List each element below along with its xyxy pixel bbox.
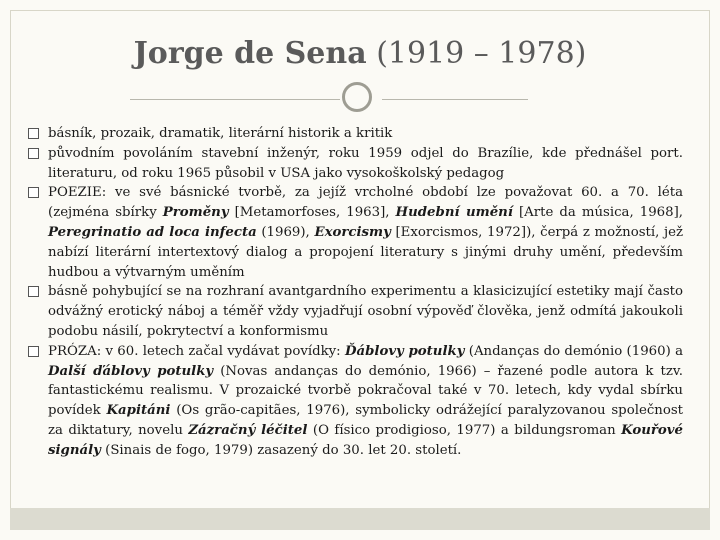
title-name: Jorge de Sena xyxy=(133,36,367,71)
checkbox-bullet-icon xyxy=(28,346,39,357)
item-text: (Sinais de fogo, 1979) zasazený do 30. let 20. století. xyxy=(100,442,462,458)
book-title: Exorcismy xyxy=(314,224,391,240)
bullet-list xyxy=(28,124,683,461)
book-title: Hudební umění xyxy=(395,205,513,221)
book-title: Další ďáblovy potulky xyxy=(48,363,214,379)
checkbox-bullet-icon xyxy=(28,128,39,139)
item-text: (Andanças do demónio (1960) a xyxy=(464,343,683,359)
checkbox-bullet-icon xyxy=(28,148,39,159)
title-divider-left xyxy=(130,99,340,100)
item-text: [Exorcismos, 1972]), čerpá z možností, jež nabízí literární intertextový dialog a propojení literatury s jinými druhy umění, především hudbou a výtvarným uměním xyxy=(48,224,683,280)
item-text: (1969), xyxy=(256,224,315,240)
list-item xyxy=(28,183,683,282)
item-text: (O físico prodigioso, 1977) a bildungsroman xyxy=(307,422,622,438)
book-title: Ďáblovy potulky xyxy=(344,343,465,359)
checkbox-bullet-icon xyxy=(28,187,39,198)
checkbox-bullet-icon xyxy=(28,286,39,297)
list-item xyxy=(28,282,683,341)
book-title: Peregrinatio ad loca infecta xyxy=(48,224,257,240)
list-item xyxy=(28,342,683,461)
list-item xyxy=(28,124,683,144)
item-text: (Novas andanças do demónio, 1966) – řazené podle autora k tzv. fantastickému realismu. V prozaické tvorbě pokračoval také v 70. letech, kdy vydal sbírku povídek xyxy=(48,363,684,419)
book-title: Kapitáni xyxy=(106,403,171,419)
item-text: [Arte da música, 1968], xyxy=(512,205,683,221)
slide-title xyxy=(0,36,720,71)
book-title: Proměny xyxy=(162,205,229,221)
book-title: Zázračný léčitel xyxy=(188,422,308,438)
item-text: původním povoláním stavební inženýr, roku 1959 odjel do Brazílie, kde přednášel port. literaturu, od roku 1965 působil v USA jako vysokoškolský pedagog xyxy=(48,145,683,181)
item-text: (Os grão-capitães, 1976), symbolicky odrážející paralyzovanou společnost za diktatury, novelu xyxy=(48,403,684,438)
item-text: básně pohybující se na rozhraní avantgardního experimentu a klasicizující estetiky mají často odvážný erotický náboj a téměř vždy vyjadřují osobní výpověď člověka, jenž odmítá jakoukoli podobu násilí, pokrytectví a konformismu xyxy=(48,284,683,339)
item-text: POEZIE: ve své básnické tvorbě, za jejíž vrcholné období lze považovat 60. a 70. léta (zejména sbírky xyxy=(48,185,683,221)
item-text: PRÓZA: v 60. letech začal vydávat povídky: xyxy=(48,343,345,359)
item-text: básník, prozaik, dramatik, literární historik a kritik xyxy=(48,126,393,141)
footer-bar xyxy=(10,508,710,530)
ring-ornament-icon xyxy=(342,82,372,112)
title-divider-right xyxy=(382,99,528,100)
item-text: [Metamorfoses, 1963], xyxy=(228,205,396,221)
list-item xyxy=(28,144,683,184)
book-title: Kouřové signály xyxy=(48,422,683,458)
title-years: (1919 – 1978) xyxy=(376,36,587,71)
